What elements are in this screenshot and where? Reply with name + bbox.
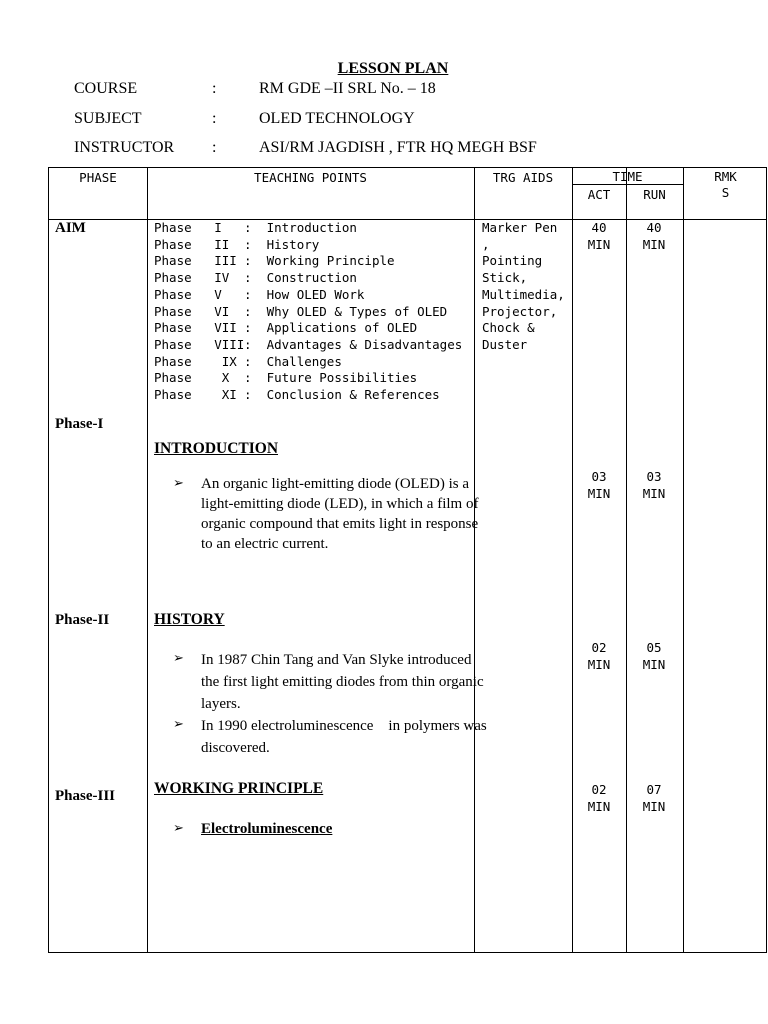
instructor-colon: : <box>212 139 217 156</box>
header-act: ACT <box>587 187 611 202</box>
course-label: COURSE <box>74 80 138 97</box>
header-rmks-1: RMK <box>714 169 737 184</box>
subject-colon: : <box>212 110 217 127</box>
header-rmks-2: S <box>721 185 730 200</box>
col-divider-time <box>683 168 684 952</box>
list-item: Phase XI : Conclusion & References <box>154 387 440 403</box>
lesson-table: PHASE TEACHING POINTS TRG AIDS TIME ACT RUN RMK S AIM Phase-I Phase-II Phase-III Phase I : Introduction Phase II : History Phase III : Working Principle Phase IV : Construction Phase V : How OLED Work Phase VI : Why OLED & Types of OLED Phase VII : Applications of OLED Phase VIII : Advantages & Disadvantages Phase IX : Challenges Phase X : Future Possibilities Phase XI : Conclusion & References Marker Pen , Pointing Stick, Multimedia, Projector, Chock & Duster 40 MIN 40 MIN INTRODUCTION ➢ An organic light-emitting diode (OLED) is a light-emitting diode (LED), in which a film of organic compound that emits light in response to an electric current. 03 MIN 03 MIN HISTORY ➢ In 1987 Chin Tang and Van Slyke introduced the first light emitting diodes from thin organic layers. ➢ In 1990 electroluminescence in polymers was discovered. 02 MIN 05 MIN WORKING PRINCIPLE ➢ Electroluminescence 02 MIN 07 MIN <box>48 167 767 953</box>
section-heading-history: HISTORY <box>154 611 225 628</box>
history-run-time: 05 MIN <box>642 640 666 672</box>
header-time: TIME <box>612 169 643 184</box>
list-item: Phase VII : Applications of OLED <box>154 320 418 336</box>
working-run-time: 07 MIN <box>642 782 666 814</box>
course-colon: : <box>212 80 217 97</box>
intro-act-time: 03 MIN <box>587 469 611 501</box>
arrow-bullet-icon: ➢ <box>173 821 184 836</box>
arrow-bullet-icon: ➢ <box>173 476 184 491</box>
course-value: RM GDE –II SRL No. – 18 <box>259 80 436 97</box>
list-item: Phase V : How OLED Work <box>154 286 365 302</box>
phase-label-aim: AIM <box>55 220 86 236</box>
list-item: Phase VIII : Advantages & Disadvantages <box>154 336 463 352</box>
phase-label-2: Phase-II <box>55 612 110 628</box>
col-divider-act <box>626 168 627 952</box>
page-title: LESSON PLAN <box>337 60 449 77</box>
subject-value: OLED TECHNOLOGY <box>259 110 415 127</box>
aid-item: Multimedia, <box>482 286 565 302</box>
phase-label-1: Phase-I <box>55 416 104 432</box>
section-heading-working-principle: WORKING PRINCIPLE <box>154 780 324 797</box>
working-act-time: 02 MIN <box>587 782 611 814</box>
instructor-value: ASI/RM JAGDISH , FTR HQ MEGH BSF <box>259 139 537 156</box>
list-item: Phase VI : Why OLED & Types of OLED <box>154 303 448 319</box>
header-run: RUN <box>643 187 666 202</box>
list-item: Phase X : Future Possibilities <box>154 370 418 386</box>
aid-item: Marker Pen , <box>482 220 558 252</box>
aid-item: Duster <box>482 336 528 352</box>
aid-item: Projector, <box>482 303 558 319</box>
section-heading-introduction: INTRODUCTION <box>154 440 279 457</box>
aid-item: Pointing <box>482 253 543 269</box>
arrow-bullet-icon: ➢ <box>173 651 184 666</box>
header-phase: PHASE <box>79 170 117 185</box>
header-teaching-points: TEACHING POINTS <box>254 170 367 185</box>
instructor-label: INSTRUCTOR <box>74 139 175 156</box>
history-act-time: 02 MIN <box>587 640 611 672</box>
intro-run-time: 03 MIN <box>642 469 666 501</box>
col-divider-aids <box>572 168 573 952</box>
aim-run-time: 40 MIN <box>642 220 666 252</box>
list-item: Phase II : History <box>154 236 320 252</box>
list-item: Phase IX : Challenges <box>154 353 342 369</box>
list-item: Phase III : Working Principle <box>154 253 395 269</box>
aid-item: Chock & <box>482 320 535 336</box>
list-item: Phase IV : Construction <box>154 270 357 286</box>
subject-label: SUBJECT <box>74 110 142 127</box>
training-aids <box>482 220 572 354</box>
header-trg-aids: TRG AIDS <box>492 170 554 185</box>
arrow-bullet-icon: ➢ <box>173 717 184 732</box>
phase-list <box>154 220 484 404</box>
list-item: Phase I : Introduction <box>154 220 357 235</box>
aim-act-time: 40 MIN <box>587 220 611 252</box>
aid-item: Stick, <box>482 270 528 286</box>
phase-label-3: Phase-III <box>55 788 116 804</box>
col-divider-phase <box>147 168 148 952</box>
